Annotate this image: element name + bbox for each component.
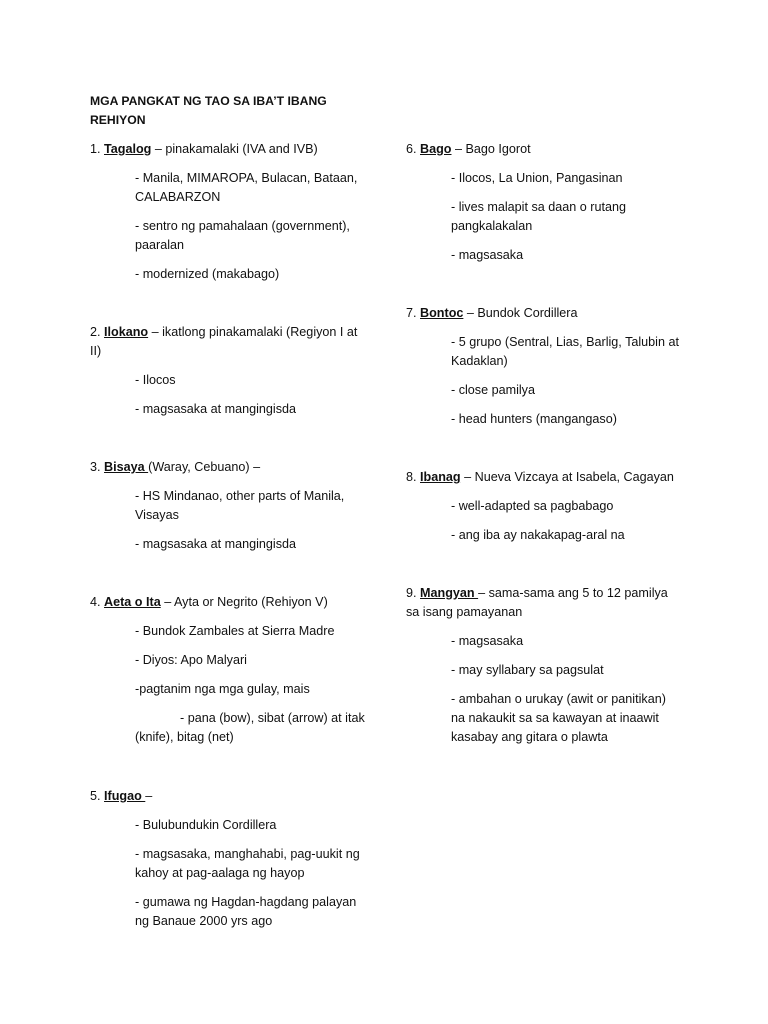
group-heading: 1. Tagalog – pinakamalaki (IVA and IVB) [90,142,318,156]
group-item: - magsasaka at mangingisda [135,402,297,416]
group-tagalog [90,140,370,284]
group-ifugao [90,787,370,931]
group-heading: 2. Ilokano – ikatlong pinakamalaki (Regiyon I at II) [90,325,358,358]
group-item: - 5 grupo (Sentral, Lias, Barlig, Talubin at Kadaklan) [451,335,679,368]
group-item: - magsasaka [451,634,524,648]
group-heading: 5. Ifugao – [90,789,153,803]
group-name: Aeta o Ita [104,595,161,609]
group-bontoc [406,304,696,429]
group-name: Ifugao [104,789,146,803]
group-item: - sentro ng pamahalaan (government), paaralan [135,219,350,252]
group-item: - gumawa ng Hagdan-hagdang palayan ng Banaue 2000 yrs ago [135,895,357,928]
group-item: - ambahan o urukay (awit or panitikan) na nakaukit sa sa kawayan at inaawit kasabay ang gitara o plawta [451,692,666,744]
group-item: -pagtanim nga mga gulay, mais [135,682,310,696]
group-item: - head hunters (mangangaso) [451,412,617,426]
group-item: - lives malapit sa daan o rutang pangkalakalan [451,200,627,233]
group-heading: 6. Bago – Bago Igorot [406,142,531,156]
group-name: Ibanag [420,470,461,484]
group-heading: 3. Bisaya (Waray, Cebuano) – [90,460,261,474]
group-heading: 4. Aeta o Ita – Ayta or Negrito (Rehiyon V) [90,595,328,609]
group-item: - Bundok Zambales at Sierra Madre [135,624,335,638]
group-name: Bago [420,142,452,156]
group-aeta [90,593,370,747]
group-item: - Ilocos [135,373,176,387]
group-item: - ang iba ay nakakapag-aral na [451,528,625,542]
group-item: - HS Mindanao, other parts of Manila, Visayas [135,489,345,522]
group-item: - magsasaka at mangingisda [135,537,297,551]
group-mangyan [406,584,676,747]
group-item: - well-adapted sa pagbabago [451,499,614,513]
group-name: Bisaya [104,460,149,474]
group-item: - Diyos: Apo Malyari [135,653,247,667]
group-heading: 9. Mangyan – sama-sama ang 5 to 12 pamilya sa isang pamayanan [406,586,668,619]
group-item: - may syllabary sa pagsulat [451,663,604,677]
group-item: - pana (bow), sibat (arrow) at itak (knife), bitag (net) [135,711,365,744]
left-column [90,140,370,928]
group-bisaya [90,458,370,554]
group-item: - Bulubundukin Cordillera [135,818,277,832]
group-item: - Ilocos, La Union, Pangasinan [451,171,623,185]
group-name: Mangyan [420,586,479,600]
group-name: Tagalog [104,142,152,156]
group-heading: 7. Bontoc – Bundok Cordillera [406,306,578,320]
group-name: Ilokano [104,325,149,339]
group-item: - magsasaka, manghahabi, pag-uukit ng kahoy at pag-aalaga ng hayop [135,847,360,880]
group-item: - magsasaka [451,248,524,262]
group-item: - close pamilya [451,383,535,397]
group-item: - Manila, MIMAROPA, Bulacan, Bataan, CALABARZON [135,171,358,204]
group-item: - modernized (makabago) [135,267,280,281]
group-ilokano [90,323,370,419]
group-name: Bontoc [420,306,464,320]
document-title: MGA PANGKAT NG TAO SA IBA’T IBANG REHIYON [90,94,327,127]
group-bago [406,140,696,265]
group-heading: 8. Ibanag – Nueva Vizcaya at Isabela, Cagayan [406,470,674,484]
group-ibanag [406,468,696,545]
